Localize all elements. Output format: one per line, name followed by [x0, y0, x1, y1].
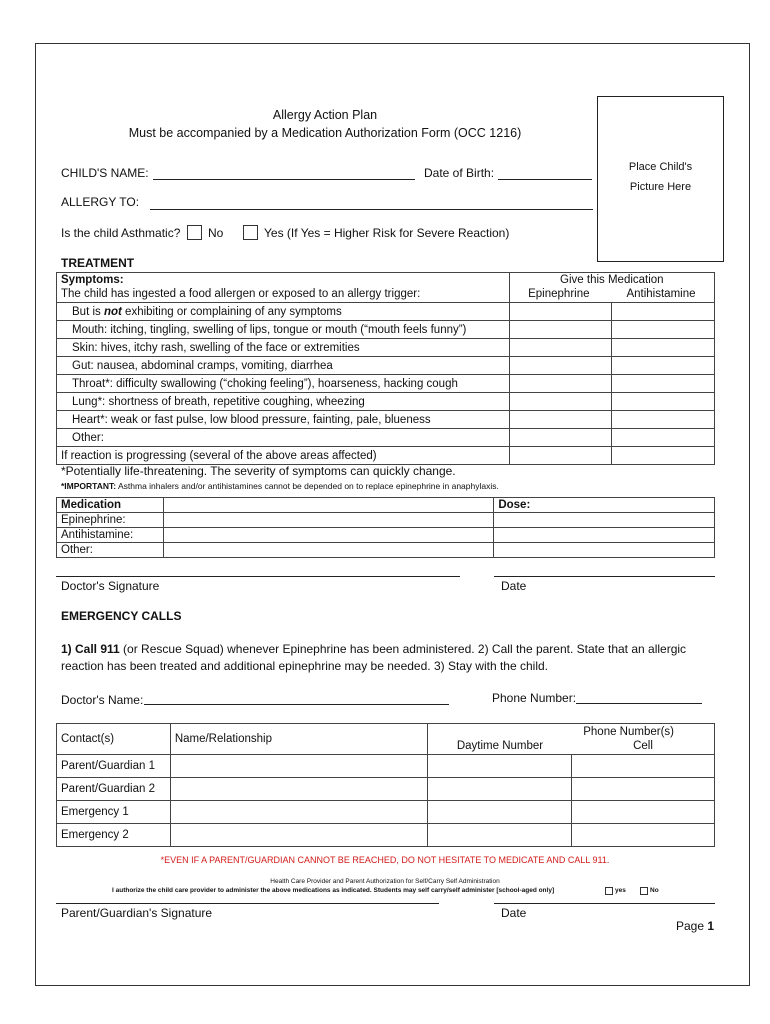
contact-cell-field[interactable] — [572, 778, 715, 801]
important-label: *IMPORTANT: — [61, 481, 117, 491]
asthma-no-label: No — [208, 226, 224, 240]
symptom-row — [57, 303, 715, 321]
important-text: Asthma inhalers and/or antihistamines cannot be depended on to replace epinephrine in anaphylaxis. — [116, 481, 499, 491]
anti-check-cell[interactable] — [612, 321, 715, 339]
selfcarry-text: I authorize the child care provider to administer the above medications as indicated. Students may self carry/self administer [school-aged only] — [112, 887, 555, 894]
symptoms-header: Symptoms: — [61, 274, 124, 286]
contacts-table — [56, 723, 715, 847]
parent-signature-label: Parent/Guardian's Signature — [61, 906, 213, 920]
cell-header: Cell — [633, 740, 653, 752]
page-num: 1 — [707, 919, 715, 933]
epi-check-cell[interactable] — [509, 321, 612, 339]
emergency-line1 — [61, 642, 686, 656]
symptom-row — [57, 375, 715, 393]
contact-label: Parent/Guardian 2 — [57, 778, 171, 801]
doctor-signature-line[interactable] — [56, 576, 460, 577]
contact-daytime-field[interactable] — [427, 801, 572, 824]
photo-label-line2: Picture Here — [629, 181, 692, 193]
dose-header: Dose: — [494, 498, 715, 513]
dob-field[interactable] — [498, 179, 592, 180]
symptom-row — [57, 357, 715, 375]
phone-numbers-header: Phone Number(s) — [583, 726, 674, 738]
child-picture-box[interactable] — [597, 96, 724, 262]
emergency-heading: EMERGENCY CALLS — [61, 609, 182, 623]
symptom-mouth: Mouth: itching, tingling, swelling of lips, tongue or mouth (“mouth feels funny”) — [57, 321, 510, 339]
anti-check-cell[interactable] — [612, 375, 715, 393]
contact-daytime-field[interactable] — [427, 755, 572, 778]
contact-cell-field[interactable] — [572, 824, 715, 847]
medication-row — [57, 528, 715, 543]
symptom-other: Other: — [57, 429, 510, 447]
symptom-row — [57, 411, 715, 429]
contacts-header-row — [57, 724, 715, 755]
medication-row — [57, 543, 715, 558]
page-number — [676, 919, 714, 933]
contact-name-field[interactable] — [170, 801, 427, 824]
symptom-throat: Throat*: difficulty swallowing (“choking feeling”), hoarseness, hacking cough — [57, 375, 510, 393]
anti-check-cell[interactable] — [612, 339, 715, 357]
med-antihistamine-label: Antihistamine: — [57, 528, 164, 543]
allergy-label: ALLERGY TO: — [61, 195, 140, 209]
epi-check-cell[interactable] — [509, 393, 612, 411]
epi-check-cell[interactable] — [509, 357, 612, 375]
asthma-question: Is the child Asthmatic? — [61, 226, 181, 240]
emergency-line1-text: (or Rescue Squad) whenever Epinephrine has been administered. 2) Call the parent. State that an allergic — [119, 642, 687, 656]
give-medication-header: Give this Medication — [560, 274, 664, 286]
symptom-row — [57, 429, 715, 447]
parent-date-line[interactable] — [494, 903, 715, 904]
selfcarry-no-checkbox[interactable] — [640, 887, 648, 895]
med-other-field[interactable] — [163, 543, 493, 558]
anti-check-cell[interactable] — [612, 393, 715, 411]
form-title: Allergy Action Plan — [272, 108, 378, 122]
contact-name-field[interactable] — [170, 824, 427, 847]
asthma-yes-checkbox[interactable] — [243, 225, 258, 240]
col-epinephrine: Epinephrine — [528, 288, 590, 300]
child-name-label: CHILD'S NAME: — [61, 166, 149, 180]
asthma-no-checkbox[interactable] — [187, 225, 202, 240]
symptoms-header-cell — [57, 273, 510, 303]
doctor-signature-label: Doctor's Signature — [61, 579, 160, 593]
med-other-label: Other: — [57, 543, 164, 558]
treatment-table — [56, 272, 715, 465]
med-antihistamine-field[interactable] — [163, 528, 493, 543]
symptom-gut: Gut: nausea, abdominal cramps, vomiting, diarrhea — [57, 357, 510, 375]
dob-label: Date of Birth: — [424, 166, 495, 180]
name-relationship-header: Name/Relationship — [170, 724, 427, 755]
contact-label: Emergency 2 — [57, 824, 171, 847]
symptom-row — [57, 447, 715, 465]
contact-row — [57, 824, 715, 847]
give-medication-header-cell — [509, 273, 714, 303]
page-label: Page — [676, 919, 705, 933]
med-epinephrine-label: Epinephrine: — [57, 513, 164, 528]
dose-antihistamine-field[interactable] — [494, 528, 715, 543]
symptom-no-symptoms: But is not exhibiting or complaining of any symptoms — [57, 303, 510, 321]
parent-date-label: Date — [501, 906, 527, 920]
contact-daytime-field[interactable] — [427, 824, 572, 847]
call-911-label: 1) Call 911 — [61, 642, 120, 656]
life-threatening-note: *Potentially life-threatening. The severity of symptoms can quickly change. — [61, 464, 456, 478]
selfcarry-title: Health Care Provider and Parent Authorization for Self/Carry Self Administration — [270, 878, 500, 885]
symptom-lung: Lung*: shortness of breath, repetitive coughing, wheezing — [57, 393, 510, 411]
contact-cell-field[interactable] — [572, 801, 715, 824]
daytime-header: Daytime Number — [456, 740, 544, 752]
med-epinephrine-field[interactable] — [163, 513, 493, 528]
allergy-field[interactable] — [150, 209, 593, 210]
selfcarry-yes-label: yes — [615, 887, 626, 894]
medication-row — [57, 513, 715, 528]
medication-header: Medication — [57, 498, 164, 513]
doctor-date-label: Date — [501, 579, 527, 593]
doctor-name-label: Doctor's Name: — [61, 693, 144, 707]
contact-name-field[interactable] — [170, 755, 427, 778]
treatment-heading: TREATMENT — [61, 256, 135, 270]
dose-epinephrine-field[interactable] — [494, 513, 715, 528]
parent-signature-line[interactable] — [56, 903, 439, 904]
emergency-line2: reaction has been treated and additional epinephrine may be needed. 3) Stay with the child. — [61, 659, 548, 673]
asthma-yes-label: Yes (If Yes = Higher Risk for Severe Reaction) — [264, 226, 510, 240]
photo-label-line1: Place Child's — [628, 161, 693, 173]
contact-name-field[interactable] — [170, 778, 427, 801]
anti-check-cell[interactable] — [612, 411, 715, 429]
child-name-field[interactable] — [153, 179, 415, 180]
selfcarry-no-label: No — [650, 887, 659, 894]
medication-table — [56, 497, 715, 558]
col-antihistamine: Antihistamine — [626, 288, 696, 300]
phone-numbers-header-cell — [427, 724, 714, 755]
doctor-name-field[interactable] — [144, 704, 449, 705]
dose-other-field[interactable] — [494, 543, 715, 558]
symptom-heart: Heart*: weak or fast pulse, low blood pressure, fainting, pale, blueness — [57, 411, 510, 429]
treatment-header-row — [57, 273, 715, 303]
contact-label: Emergency 1 — [57, 801, 171, 824]
symptom-row — [57, 321, 715, 339]
epi-check-cell[interactable] — [509, 447, 612, 465]
epi-check-cell[interactable] — [509, 375, 612, 393]
epi-check-cell[interactable] — [509, 411, 612, 429]
anti-check-cell[interactable] — [612, 357, 715, 375]
symptom-row — [57, 339, 715, 357]
contact-label: Parent/Guardian 1 — [57, 755, 171, 778]
symptom-row — [57, 393, 715, 411]
selfcarry-yes-checkbox[interactable] — [605, 887, 613, 895]
contact-daytime-field[interactable] — [427, 778, 572, 801]
form-subtitle: Must be accompanied by a Medication Authorization Form (OCC 1216) — [128, 126, 522, 140]
medication-header-blank — [163, 498, 493, 513]
phone-number-label: Phone Number: — [492, 691, 577, 705]
contact-row — [57, 778, 715, 801]
anti-check-cell[interactable] — [612, 447, 715, 465]
contact-cell-field[interactable] — [572, 755, 715, 778]
contact-row — [57, 755, 715, 778]
symptom-progressing: If reaction is progressing (several of the above areas affected) — [57, 447, 510, 465]
important-note — [61, 481, 499, 491]
epi-check-cell[interactable] — [509, 429, 612, 447]
contact-row — [57, 801, 715, 824]
phone-number-field[interactable] — [576, 703, 702, 704]
anti-check-cell[interactable] — [612, 429, 715, 447]
epi-check-cell[interactable] — [509, 339, 612, 357]
symptoms-intro: The child has ingested a food allergen or exposed to an allergy trigger: — [61, 288, 421, 300]
doctor-date-line[interactable] — [494, 576, 715, 577]
anti-check-cell[interactable] — [612, 303, 715, 321]
epi-check-cell[interactable] — [509, 303, 612, 321]
medication-header-row — [57, 498, 715, 513]
emergency-warning: *EVEN IF A PARENT/GUARDIAN CANNOT BE REACHED, DO NOT HESITATE TO MEDICATE AND CALL 911. — [160, 855, 610, 865]
symptom-skin: Skin: hives, itchy rash, swelling of the face or extremities — [57, 339, 510, 357]
contacts-header: Contact(s) — [57, 724, 171, 755]
